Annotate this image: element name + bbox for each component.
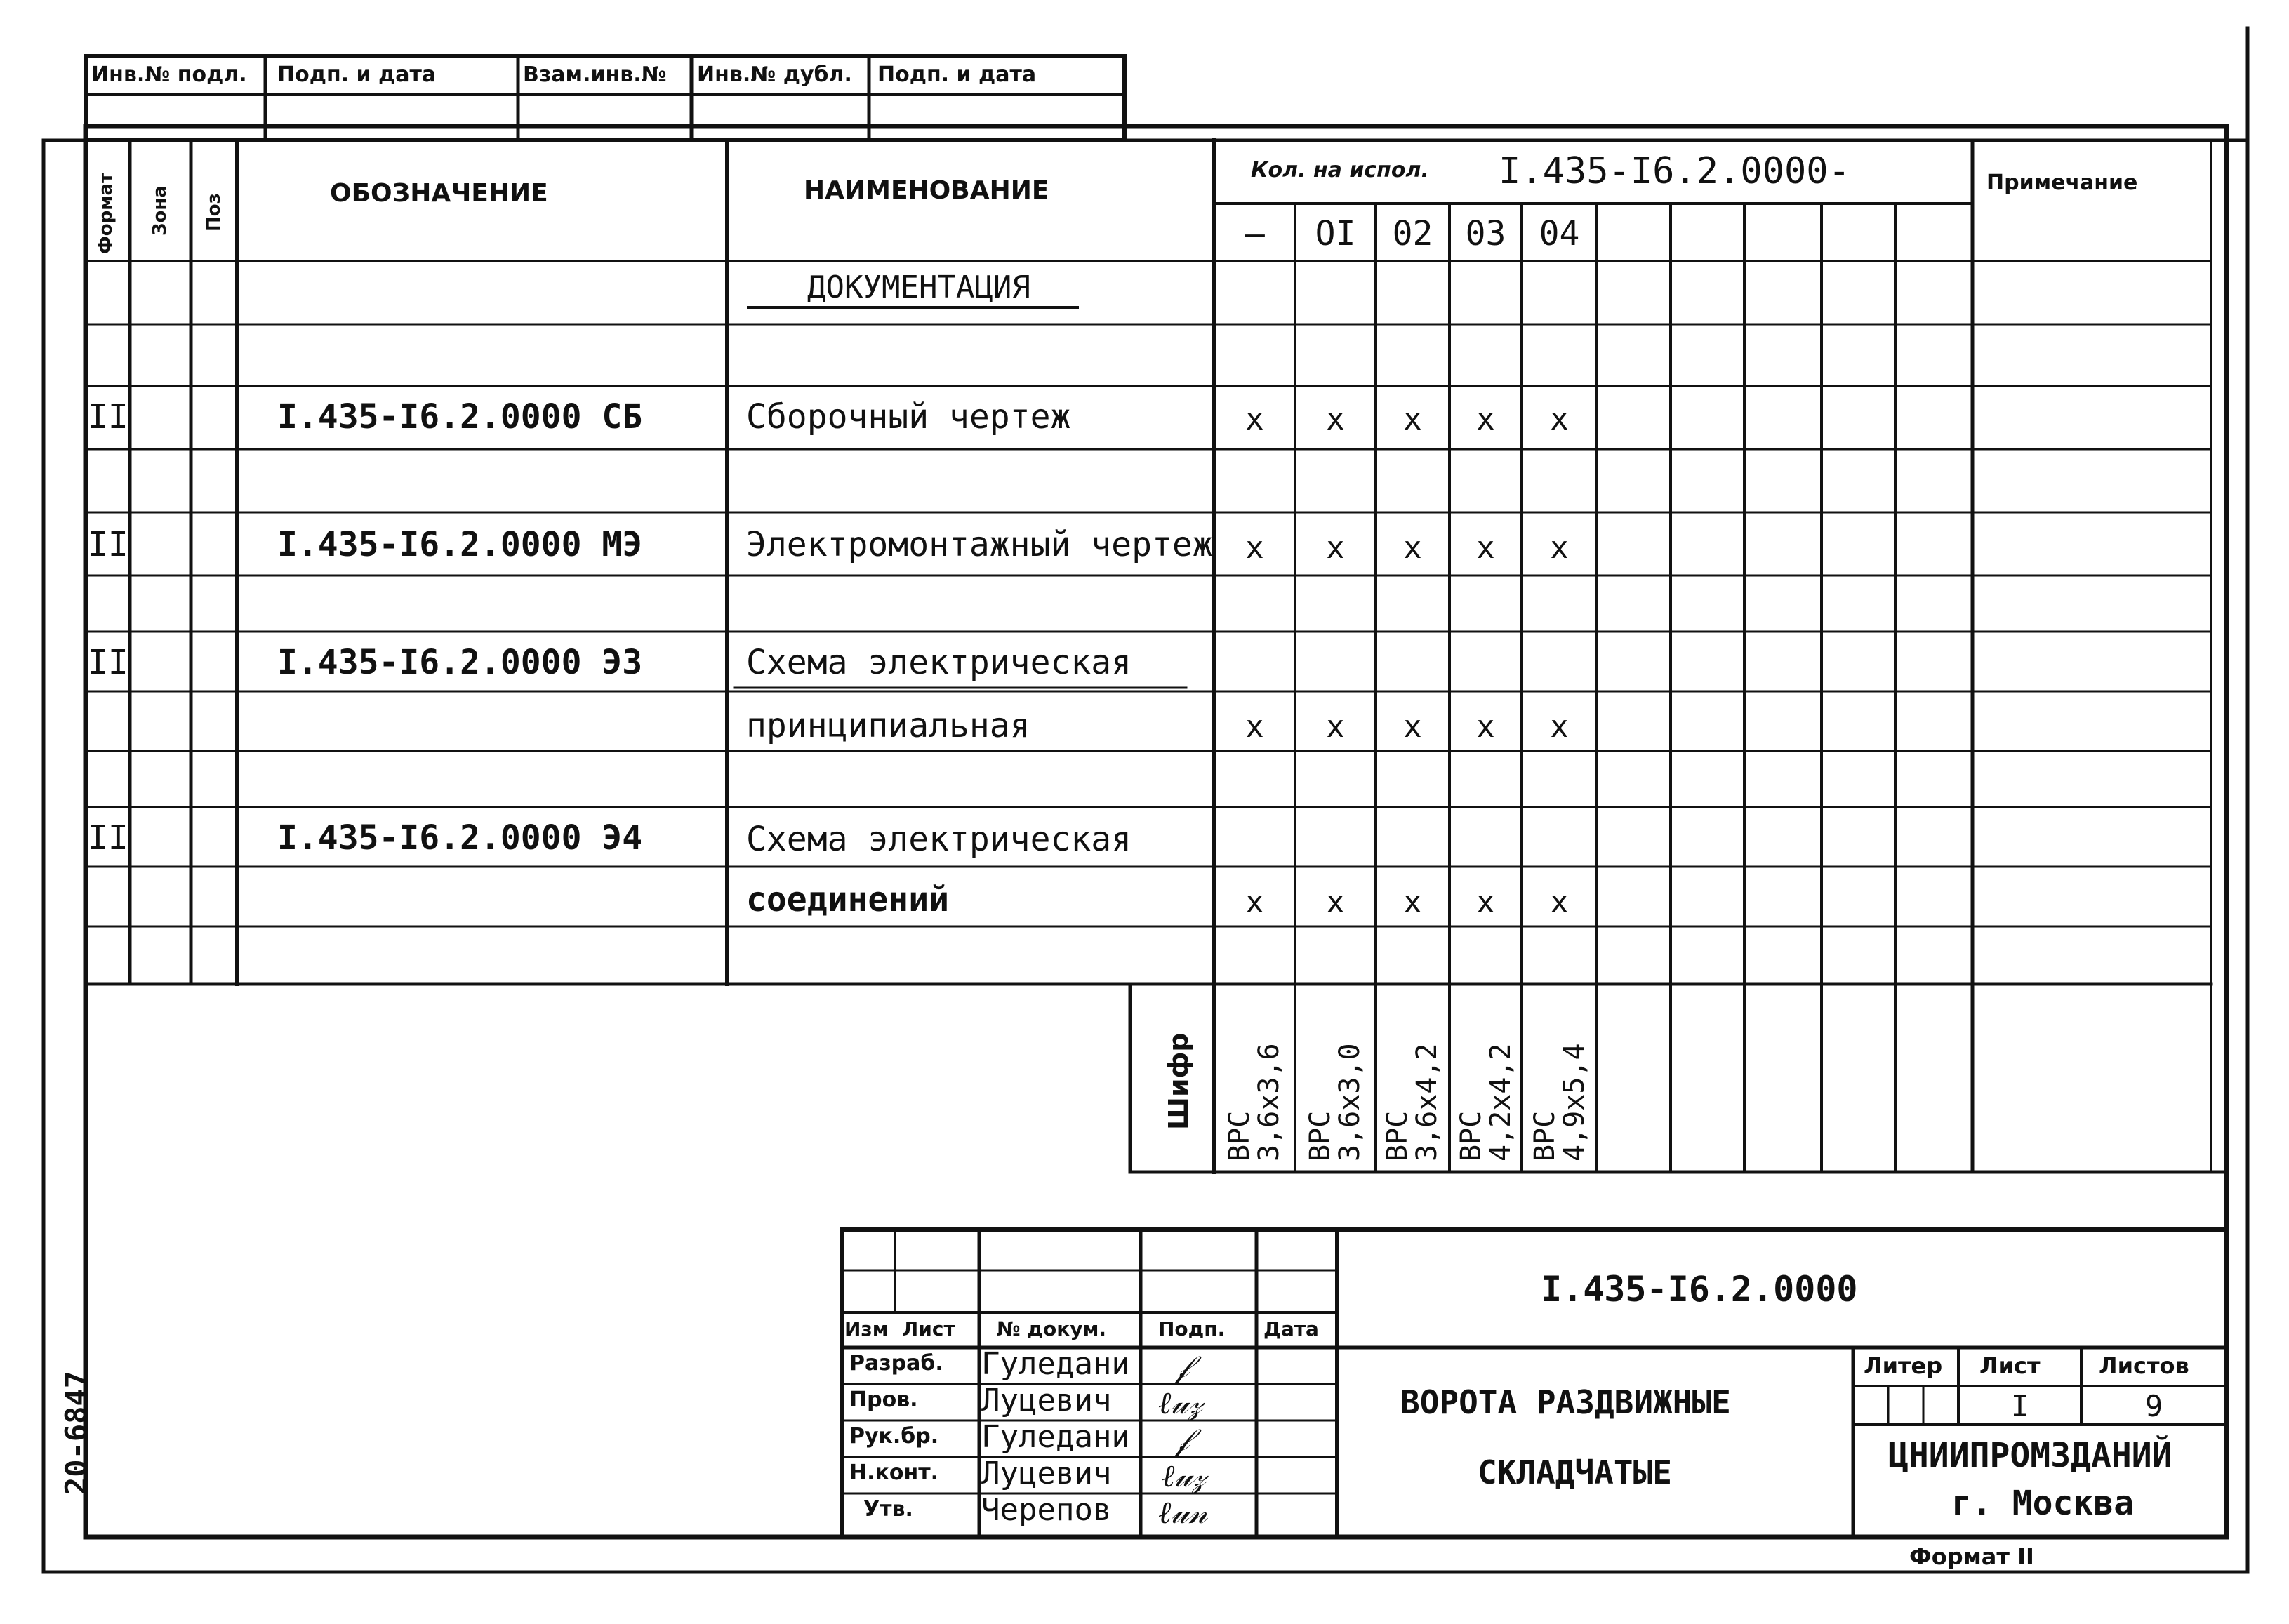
cipher-label: Шифр [1163,1032,1194,1130]
tb-sheet-label: Лист [1979,1352,2041,1379]
archive-header-inv-original: Инв.№ подл. [91,62,247,87]
tb-person-name: Луцевич [981,1456,1112,1491]
signature-mark: 𝒻 [1176,1422,1190,1458]
header-name: НАИМЕНОВАНИЕ [804,176,1049,205]
row-format: II [88,525,128,564]
cipher-variant: ВРС 4,9х5,4 [1529,1043,1591,1162]
row-format: II [88,643,128,682]
row-mark: x [1326,529,1345,566]
row-name-continued: соединений [746,880,949,919]
cipher-variant: ВРС 3,6х3,6 [1223,1043,1285,1162]
row-name-continued: принципиальная [746,706,1030,745]
tb-role: Утв. [863,1497,913,1522]
tb-col-sheet: Лист [902,1317,955,1340]
row-mark: x [1403,884,1422,920]
tb-role: Рук.бр. [849,1424,939,1449]
cipher-variant: ВРС 3,6х3,0 [1304,1043,1366,1162]
org-city: г. Москва [1951,1484,2135,1523]
tb-col-doc-number: № докум. [997,1317,1107,1340]
org-name: ЦНИИПРОМЗДАНИЙ [1888,1436,2172,1475]
margin-stamp: 20-6847 [59,1370,93,1495]
archive-header-inv-duplicate: Инв.№ дубл. [697,62,852,87]
tb-role: Пров. [849,1387,918,1412]
row-designation: I.435-I6.2.0000 Э4 [277,818,643,858]
row-mark: x [1476,401,1495,437]
row-mark: x [1245,708,1264,745]
header-zone: Зона [150,185,171,236]
row-designation: I.435-I6.2.0000 МЭ [277,525,643,564]
row-mark: x [1326,401,1345,437]
row-designation: I.435-I6.2.0000 СБ [277,397,643,437]
header-designation: ОБОЗНАЧЕНИЕ [330,179,548,208]
format-note: Формат II [1909,1543,2034,1570]
cipher-variant: ВРС 4,2х4,2 [1455,1043,1517,1162]
archive-header-replaced-inv: Взам.инв.№ [523,62,667,87]
row-mark: x [1326,708,1345,745]
row-mark: x [1476,884,1495,920]
doc-title-line2: СКЛАДЧАТЫЕ [1478,1453,1672,1491]
row-designation: I.435-I6.2.0000 ЭЗ [277,643,643,682]
header-qty-base: I.435-I6.2.0000- [1499,150,1850,192]
tb-person-name: Гуледани [981,1419,1130,1455]
row-mark: x [1550,529,1569,566]
tb-person-name: Гуледани [981,1346,1130,1382]
variant-03: 03 [1465,213,1506,253]
row-mark: x [1550,708,1569,745]
tb-sheets-value: 9 [2144,1388,2163,1423]
row-mark: x [1403,529,1422,566]
header-format: Формат [95,172,117,254]
tb-col-signature: Подп. [1158,1317,1226,1340]
variant-01: OI [1315,213,1356,253]
tb-role: Н.конт. [849,1460,938,1485]
row-name: Электромонтажный чертеж [746,525,1213,564]
row-mark: x [1476,529,1495,566]
signature-mark: ℓ𝓊𝓃 [1158,1495,1208,1531]
tb-col-date: Дата [1263,1317,1319,1340]
archive-header-sign-date-2: Подп. и дата [877,62,1037,87]
row-name: Сборочный чертеж [746,397,1071,437]
doc-title-line1: ВОРОТА РАЗДВИЖНЫЕ [1400,1383,1731,1421]
row-mark: x [1326,884,1345,920]
row-mark: x [1245,884,1264,920]
row-mark: x [1476,708,1495,745]
variant-02: 02 [1392,213,1433,253]
row-format: II [88,818,128,858]
tb-sheets-label: Листов [2099,1352,2189,1379]
archive-header-sign-date: Подп. и дата [277,62,437,87]
tb-liter-label: Литер [1864,1352,1943,1379]
row-mark: x [1403,401,1422,437]
row-mark: x [1550,884,1569,920]
doc-number: I.435-I6.2.0000 [1541,1269,1858,1310]
section-title: ДОКУМЕНТАЦИЯ [807,269,1030,305]
signature-mark: ℓ𝓊𝓏 [1158,1385,1203,1421]
row-mark: x [1550,401,1569,437]
signature-mark: 𝒻 [1176,1349,1190,1385]
header-qty-label: Кол. на испол. [1251,158,1429,182]
variant-04: 04 [1539,213,1580,253]
tb-role: Разраб. [849,1351,943,1376]
row-mark: x [1245,529,1264,566]
variant-base: — [1245,213,1265,253]
row-name: Схема электрическая [746,643,1132,682]
row-mark: x [1245,401,1264,437]
signature-mark: ℓ𝓊𝓏 [1162,1458,1207,1494]
row-name: Схема электрическая [746,820,1132,859]
row-mark: x [1403,708,1422,745]
tb-col-change: Изм [844,1317,889,1340]
header-note: Примечание [1986,171,2138,195]
cipher-variant: ВРС 3,6х4,2 [1381,1043,1443,1162]
row-format: II [88,397,128,437]
header-pos: Поз [204,193,225,232]
tb-person-name: Черепов [981,1492,1112,1528]
tb-person-name: Луцевич [981,1383,1112,1418]
tb-sheet-value: I [2010,1388,2029,1423]
